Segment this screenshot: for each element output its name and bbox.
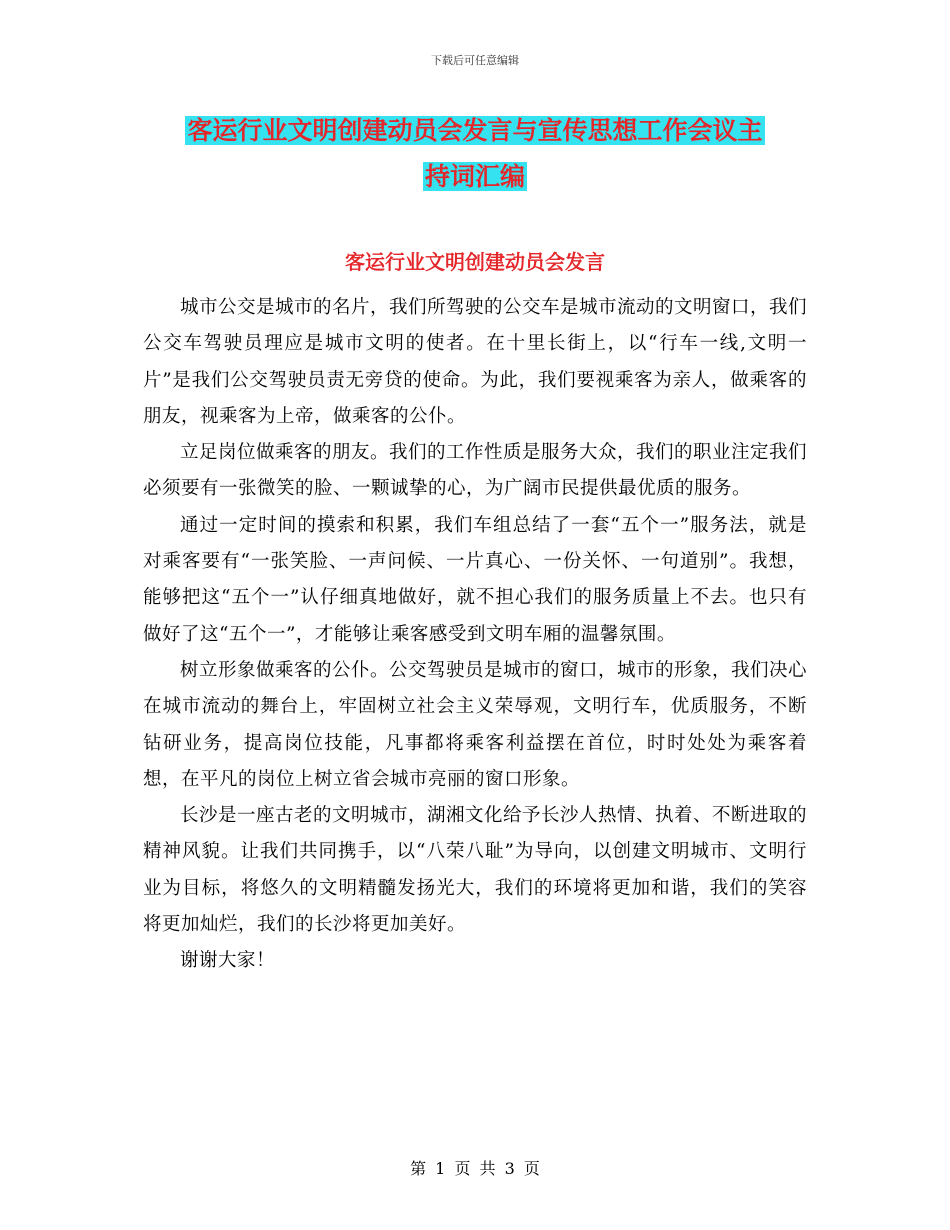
page-number-footer: 第 1 页 共 3 页 bbox=[410, 1159, 540, 1178]
body-paragraph-1: 城市公交是城市的名片，我们所驾驶的公交车是城市流动的文明窗口，我们公交车驾驶员理应是城市文明的使者。在十里长街上，以“行车一线,文明一片”是我们公交驾驶员责无旁贷的使命。为此，我们要视乘客为亲人，做乘客的朋友，视乘客为上帝，做乘客的公仆。 bbox=[143, 297, 808, 427]
document-title bbox=[140, 108, 810, 200]
body-paragraph-5: 长沙是一座古老的文明城市，湖湘文化给予长沙人热情、执着、不断进取的精神风貌。让我们共同携手，以“八荣八耻”为导向，以创建文明城市、文明行业为目标，将悠久的文明精髓发扬光大，我们的环境将更加和谐，我们的笑容将更加灿烂，我们的长沙将更加美好。 bbox=[143, 805, 808, 936]
body-paragraph-4: 树立形象做乘客的公仆。公交驾驶员是城市的窗口，城市的形象，我们决心在城市流动的舞台上，牢固树立社会主义荣辱观，文明行车，优质服务，不断钻研业务，提高岗位技能，凡事都将乘客利益摆在首位，时时处处为乘客着想，在平凡的岗位上树立省会城市亮丽的窗口形象。 bbox=[143, 659, 808, 790]
body-paragraph-2: 立足岗位做乘客的朋友。我们的工作性质是服务大众，我们的职业注定我们必须要有一张微笑的脸、一颗诚挚的心，为广阔市民提供最优质的服务。 bbox=[143, 442, 808, 500]
document-title-line-2: 持词汇编 bbox=[424, 162, 525, 191]
closing-thanks: 谢谢大家！ bbox=[180, 950, 276, 972]
document-body bbox=[143, 290, 807, 980]
section-title: 客运行业文明创建动员会发言 bbox=[345, 250, 605, 274]
body-paragraph-3: 通过一定时间的摸索和积累，我们车组总结了一套“五个一”服务法，就是对乘客要有“一张笑脸、一声问候、一片真心、一份关怀、一句道别”。我想，能够把这“五个一”认仔细真地做好，就不担心我们的服务质量上不去。也只有做好了这“五个一”，才能够让乘客感受到文明车厢的温馨氛围。 bbox=[143, 514, 807, 645]
document-title-line-1: 客运行业文明创建动员会发言与宣传思想工作会议主 bbox=[187, 116, 763, 145]
page-header-note: 下载后可任意编辑 bbox=[431, 54, 519, 67]
